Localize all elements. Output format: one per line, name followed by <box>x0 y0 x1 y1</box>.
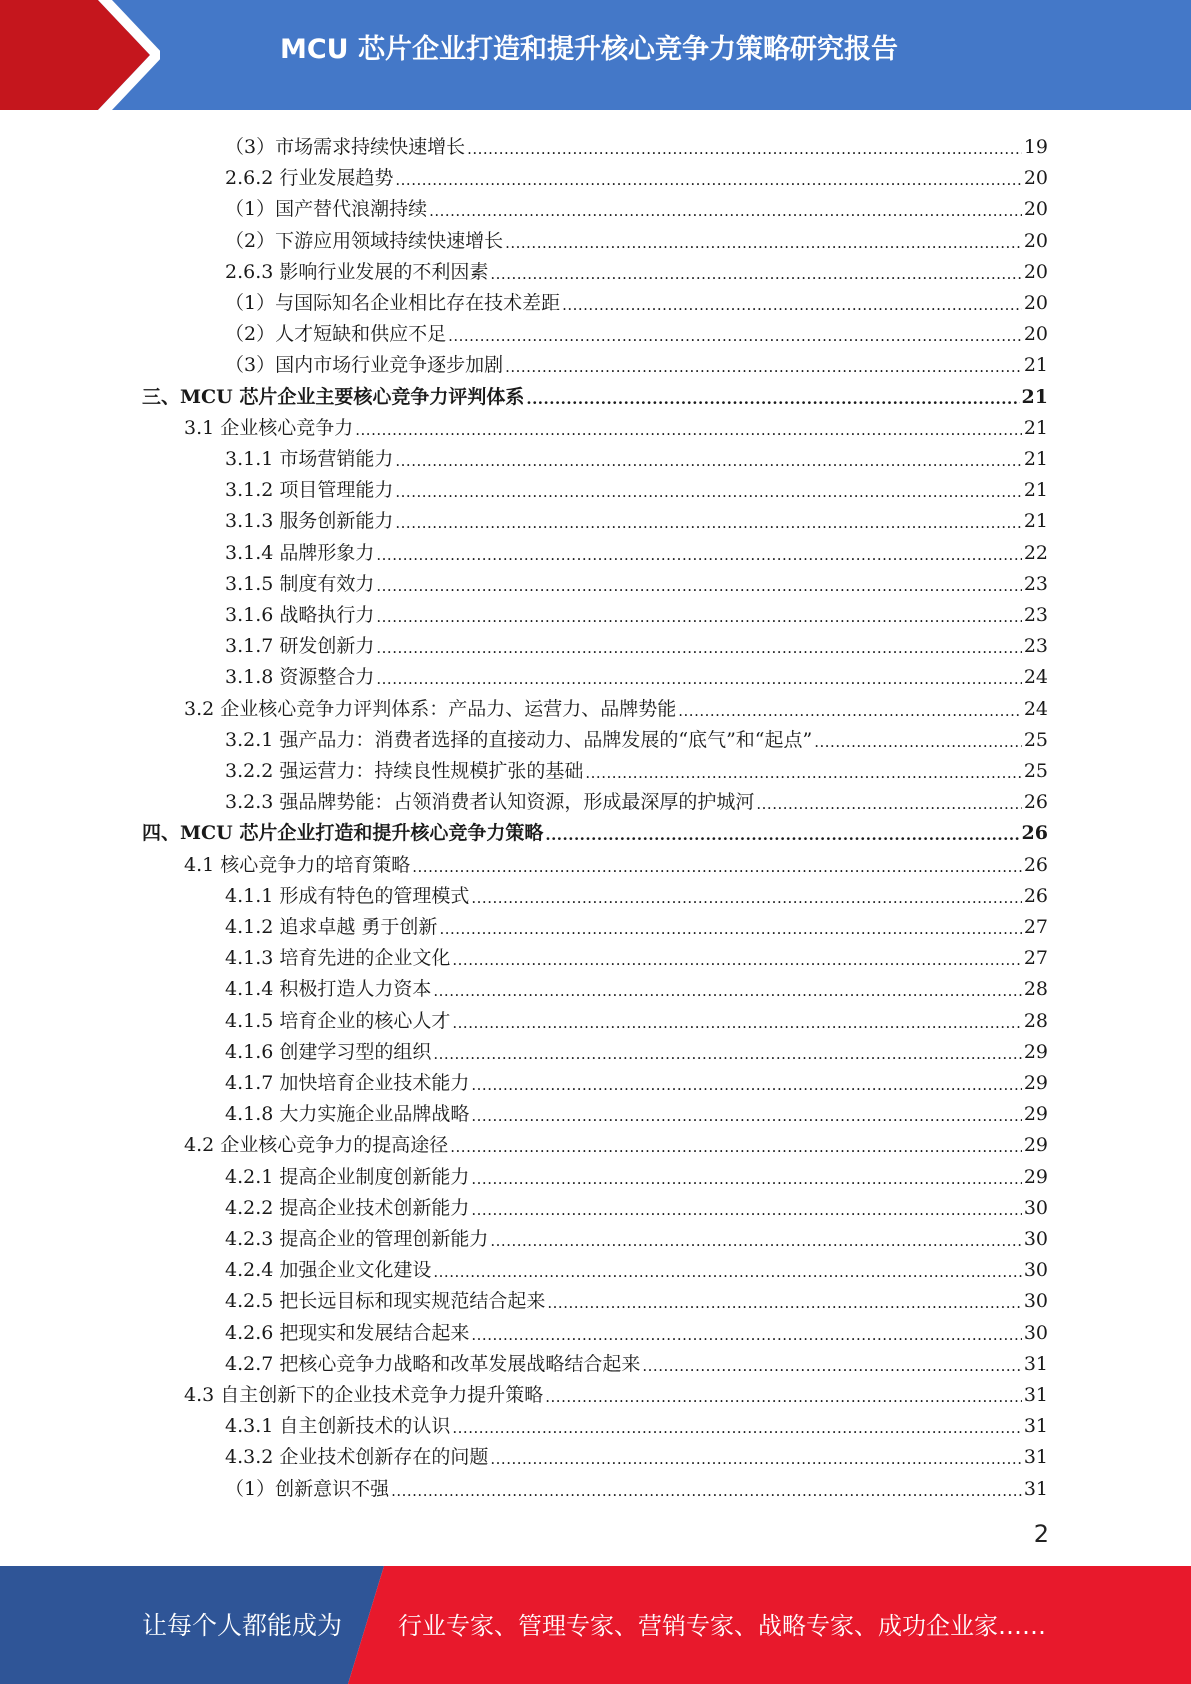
toc-entry-label: 4.3.1 自主创新技术的认识 <box>225 1415 451 1438</box>
toc-entry-label: 4.1.5 培育企业的核心人才 <box>225 1009 451 1032</box>
toc-leader-dots <box>526 385 1019 409</box>
toc-entry-page: 30 <box>1023 1290 1048 1313</box>
toc-entry-label: 4.2 企业核心竞争力的提高途径 <box>184 1134 449 1157</box>
toc-entry-page: 23 <box>1023 572 1048 595</box>
toc-leader-dots <box>642 1352 1021 1376</box>
toc-entry[interactable] <box>225 721 1048 752</box>
toc-leader-dots <box>355 416 1022 440</box>
toc-entry-page: 31 <box>1023 1352 1048 1375</box>
toc-entry-label: 四、MCU 芯片企业打造和提升核心竞争力策略 <box>142 822 544 845</box>
toc-entry[interactable] <box>225 565 1048 596</box>
toc-leader-dots <box>395 166 1021 190</box>
toc-leader-dots <box>471 1071 1021 1095</box>
toc-entry[interactable] <box>225 346 1048 377</box>
toc-entry[interactable] <box>225 128 1048 159</box>
toc-entry-page: 20 <box>1023 323 1048 346</box>
toc-entry-label: 4.2.7 把核心竞争力战略和改革发展战略结合起来 <box>225 1352 641 1375</box>
toc-leader-dots <box>471 1321 1021 1345</box>
toc-entry[interactable] <box>225 440 1048 471</box>
toc-entry[interactable] <box>225 1064 1048 1095</box>
toc-entry[interactable] <box>225 1470 1048 1501</box>
toc-entry-label: 3.2.3 强品牌势能：占领消费者认知资源，形成最深厚的护城河 <box>225 791 755 814</box>
toc-entry-label: 4.2.1 提高企业制度创新能力 <box>225 1165 470 1188</box>
toc-entry-page: 28 <box>1023 978 1048 1001</box>
toc-leader-dots <box>376 634 1021 658</box>
toc-entry[interactable] <box>225 315 1048 346</box>
toc-entry-page: 25 <box>1023 760 1048 782</box>
toc-entry[interactable] <box>225 783 1048 814</box>
toc-entry-page: 29 <box>1023 1072 1048 1094</box>
toc-entry[interactable] <box>225 596 1048 627</box>
toc-entry-label: 3.2 企业核心竞争力评判体系：产品力、运营力、品牌势能 <box>184 697 677 720</box>
toc-entry-label: 3.1 企业核心竞争力 <box>184 416 354 439</box>
toc-entry-label: 3.1.2 项目管理能力 <box>225 479 394 502</box>
toc-entry[interactable] <box>225 908 1048 939</box>
toc-leader-dots <box>391 1477 1022 1501</box>
toc-entry[interactable] <box>225 627 1048 658</box>
toc-entry-page: 31 <box>1023 1446 1048 1469</box>
toc-entry-label: 4.3.2 企业技术创新存在的问题 <box>225 1446 489 1469</box>
toc-entry-page: 29 <box>1023 1040 1048 1063</box>
toc-entry-label: 3.1.5 制度有效力 <box>225 572 375 595</box>
toc-entry-label: 4.1.1 形成有特色的管理模式 <box>225 884 470 907</box>
toc-entry[interactable] <box>225 1438 1048 1469</box>
page-header <box>0 0 1191 110</box>
toc-leader-dots <box>452 1009 1021 1033</box>
toc-entry-page: 26 <box>1023 791 1048 814</box>
toc-entry[interactable] <box>225 939 1048 970</box>
toc-leader-dots <box>433 1258 1021 1282</box>
toc-leader-dots <box>505 229 1022 253</box>
toc-entry-page: 27 <box>1023 947 1048 970</box>
toc-entry[interactable] <box>225 1282 1048 1313</box>
toc-entry-label: 3.1.6 战略执行力 <box>225 604 375 626</box>
toc-entry[interactable] <box>225 970 1048 1001</box>
footer-slogan-right: 行业专家、管理专家、营销专家、战略专家、成功企业家…… <box>398 1612 1046 1640</box>
toc-entry[interactable] <box>225 1095 1048 1126</box>
toc-entry-page: 19 <box>1023 136 1048 158</box>
toc-entry[interactable] <box>225 534 1048 565</box>
toc-entry-page: 23 <box>1023 635 1048 658</box>
toc-entry[interactable] <box>225 752 1048 783</box>
toc-leader-dots <box>467 135 1022 159</box>
toc-entry-page: 31 <box>1023 1384 1048 1406</box>
toc-entry-page: 28 <box>1023 1009 1048 1032</box>
toc-leader-dots <box>585 759 1021 783</box>
toc-entry-label: 3.1.7 研发创新力 <box>225 635 375 658</box>
toc-leader-dots <box>545 1383 1022 1407</box>
toc-entry-page: 24 <box>1023 666 1048 689</box>
toc-entry-label: 4.2.2 提高企业技术创新能力 <box>225 1196 470 1219</box>
toc-entry-page: 25 <box>1023 728 1048 751</box>
toc-leader-dots <box>545 821 1019 845</box>
toc-leader-dots <box>376 572 1021 596</box>
toc-leader-dots <box>471 1102 1021 1126</box>
toc-entry[interactable] <box>184 690 1048 721</box>
toc-leader-dots <box>471 884 1021 908</box>
toc-entry[interactable] <box>225 190 1048 221</box>
toc-entry-page: 31 <box>1023 1415 1048 1438</box>
toc-entry-page: 23 <box>1023 604 1048 626</box>
toc-entry-page: 30 <box>1023 1259 1048 1282</box>
toc-entry-page: 21 <box>1023 510 1048 533</box>
toc-entry-label: 3.1.3 服务创新能力 <box>225 510 394 533</box>
toc-leader-dots <box>439 915 1021 939</box>
toc-entry-label: 4.2.6 把现实和发展结合起来 <box>225 1321 470 1344</box>
toc-leader-dots <box>395 447 1021 471</box>
toc-leader-dots <box>429 197 1022 221</box>
toc-entry-label: 4.1.6 创建学习型的组织 <box>225 1040 432 1063</box>
toc-entry-label: （1）与国际知名企业相比存在技术差距 <box>225 292 561 314</box>
toc-entry[interactable] <box>225 877 1048 908</box>
toc-entry-page: 20 <box>1023 229 1048 252</box>
toc-leader-dots <box>471 1165 1021 1189</box>
toc-entry-label: 3.2.2 强运营力：持续良性规模扩张的基础 <box>225 760 584 782</box>
toc-entry-label: （3）市场需求持续快速增长 <box>225 136 466 158</box>
toc-entry-page: 20 <box>1023 167 1048 190</box>
toc-entry-label: （2）人才短缺和供应不足 <box>225 323 447 346</box>
toc-entry[interactable] <box>225 1251 1048 1282</box>
toc-entry-page: 29 <box>1023 1165 1048 1188</box>
toc-entry-label: 3.1.8 资源整合力 <box>225 666 375 689</box>
toc-leader-dots <box>756 790 1021 814</box>
toc-entry[interactable] <box>225 658 1048 689</box>
toc-entry[interactable] <box>142 378 1048 409</box>
toc-entry[interactable] <box>225 284 1048 315</box>
toc-entry[interactable] <box>225 1220 1048 1251</box>
toc-entry[interactable] <box>184 409 1048 440</box>
toc-entry-label: 2.6.2 行业发展趋势 <box>225 167 394 190</box>
toc-entry-page: 31 <box>1023 1477 1048 1500</box>
toc-leader-dots <box>452 1414 1021 1438</box>
toc-entry[interactable] <box>225 159 1048 190</box>
toc-entry-label: 4.3 自主创新下的企业技术竞争力提升策略 <box>184 1384 544 1406</box>
toc-entry[interactable] <box>225 1189 1048 1220</box>
toc-entry-page: 26 <box>1023 884 1048 907</box>
toc-entry-page: 21 <box>1023 448 1048 470</box>
toc-entry-label: 4.1.2 追求卓越 勇于创新 <box>225 916 438 938</box>
toc-leader-dots <box>562 291 1022 315</box>
toc-entry-label: （3）国内市场行业竞争逐步加剧 <box>225 354 504 377</box>
toc-leader-dots <box>376 541 1021 565</box>
toc-leader-dots <box>376 603 1021 627</box>
toc-leader-dots <box>450 1133 1022 1157</box>
toc-entry[interactable] <box>225 1345 1048 1376</box>
toc-entry[interactable] <box>225 1314 1048 1345</box>
toc-entry-label: 4.1 核心竞争力的培育策略 <box>184 853 411 876</box>
toc-entry-page: 20 <box>1023 260 1048 283</box>
toc-entry-label: （1）国产替代浪潮持续 <box>225 198 428 221</box>
document-title: MCU 芯片企业打造和提升核心竞争力策略研究报告 <box>280 34 899 65</box>
toc-entry-page: 20 <box>1023 292 1048 314</box>
toc-leader-dots <box>412 853 1022 877</box>
toc-entry-label: 三、MCU 芯片企业主要核心竞争力评判体系 <box>142 385 525 408</box>
toc-leader-dots <box>490 1227 1021 1251</box>
toc-entry-page: 29 <box>1023 1134 1048 1157</box>
toc-entry-page: 21 <box>1023 354 1048 377</box>
toc-entry-page: 30 <box>1023 1321 1048 1344</box>
toc-entry-label: 4.1.8 大力实施企业品牌战略 <box>225 1103 470 1126</box>
toc-entry-label: （1）创新意识不强 <box>225 1477 390 1500</box>
toc-entry-label: 3.1.4 品牌形象力 <box>225 541 375 564</box>
toc-leader-dots <box>490 260 1021 284</box>
toc-entry-label: 4.2.4 加强企业文化建设 <box>225 1259 432 1282</box>
toc-entry-page: 22 <box>1023 541 1048 564</box>
toc-entry[interactable] <box>225 1002 1048 1033</box>
toc-entry[interactable] <box>184 846 1048 877</box>
header-arrow-decoration <box>0 0 160 110</box>
toc-entry-label: 4.1.3 培育先进的企业文化 <box>225 947 451 970</box>
toc-leader-dots <box>448 322 1022 346</box>
toc-leader-dots <box>395 478 1021 502</box>
toc-entry-label: 2.6.3 影响行业发展的不利因素 <box>225 260 489 283</box>
toc-entry[interactable] <box>184 1126 1048 1157</box>
toc-leader-dots <box>490 1445 1021 1469</box>
toc-entry-page: 21 <box>1021 385 1048 408</box>
toc-entry-page: 30 <box>1023 1196 1048 1219</box>
toc-entry[interactable] <box>225 1407 1048 1438</box>
toc-entry-page: 20 <box>1023 198 1048 221</box>
toc-leader-dots <box>433 977 1021 1001</box>
toc-entry-page: 27 <box>1023 916 1048 938</box>
toc-leader-dots <box>395 509 1021 533</box>
toc-entry-label: 3.1.1 市场营销能力 <box>225 448 394 470</box>
toc-entry[interactable] <box>142 814 1048 845</box>
toc-leader-dots <box>814 728 1022 752</box>
toc-entry-page: 26 <box>1021 822 1048 845</box>
toc-entry-label: 4.1.4 积极打造人力资本 <box>225 978 432 1001</box>
toc-leader-dots <box>376 665 1021 689</box>
toc-entry[interactable] <box>225 1033 1048 1064</box>
toc-leader-dots <box>471 1196 1021 1220</box>
toc-entry-label: 4.2.3 提高企业的管理创新能力 <box>225 1228 489 1250</box>
toc-leader-dots <box>505 353 1022 377</box>
toc-entry-page: 24 <box>1023 697 1048 720</box>
toc-entry[interactable] <box>225 1158 1048 1189</box>
footer-slogan-left: 让每个人都能成为 <box>142 1611 343 1640</box>
toc-entry-page: 21 <box>1023 479 1048 502</box>
toc-leader-dots <box>678 697 1022 721</box>
toc-entry-label: 3.2.1 强产品力：消费者选择的直接动力、品牌发展的“底气”和“起点” <box>225 728 813 751</box>
toc-entry-page: 26 <box>1023 853 1048 876</box>
page-number: 2 <box>1033 1520 1049 1548</box>
toc-entry-label: 4.1.7 加快培育企业技术能力 <box>225 1072 470 1094</box>
toc-entry[interactable] <box>225 471 1048 502</box>
toc-entry[interactable] <box>225 502 1048 533</box>
page-footer <box>0 1566 1191 1684</box>
toc-entry-label: 4.2.5 把长远目标和现实规范结合起来 <box>225 1290 546 1313</box>
toc-entry-page: 30 <box>1023 1228 1048 1250</box>
toc-leader-dots <box>433 1040 1021 1064</box>
toc-entry[interactable] <box>225 253 1048 284</box>
toc-entry-label: （2）下游应用领域持续快速增长 <box>225 229 504 252</box>
toc-entry-page: 29 <box>1023 1103 1048 1126</box>
toc-leader-dots <box>452 946 1021 970</box>
toc-leader-dots <box>547 1289 1021 1313</box>
toc-entry-page: 21 <box>1023 416 1048 439</box>
toc-entry[interactable] <box>184 1376 1048 1407</box>
toc-entry[interactable] <box>225 222 1048 253</box>
